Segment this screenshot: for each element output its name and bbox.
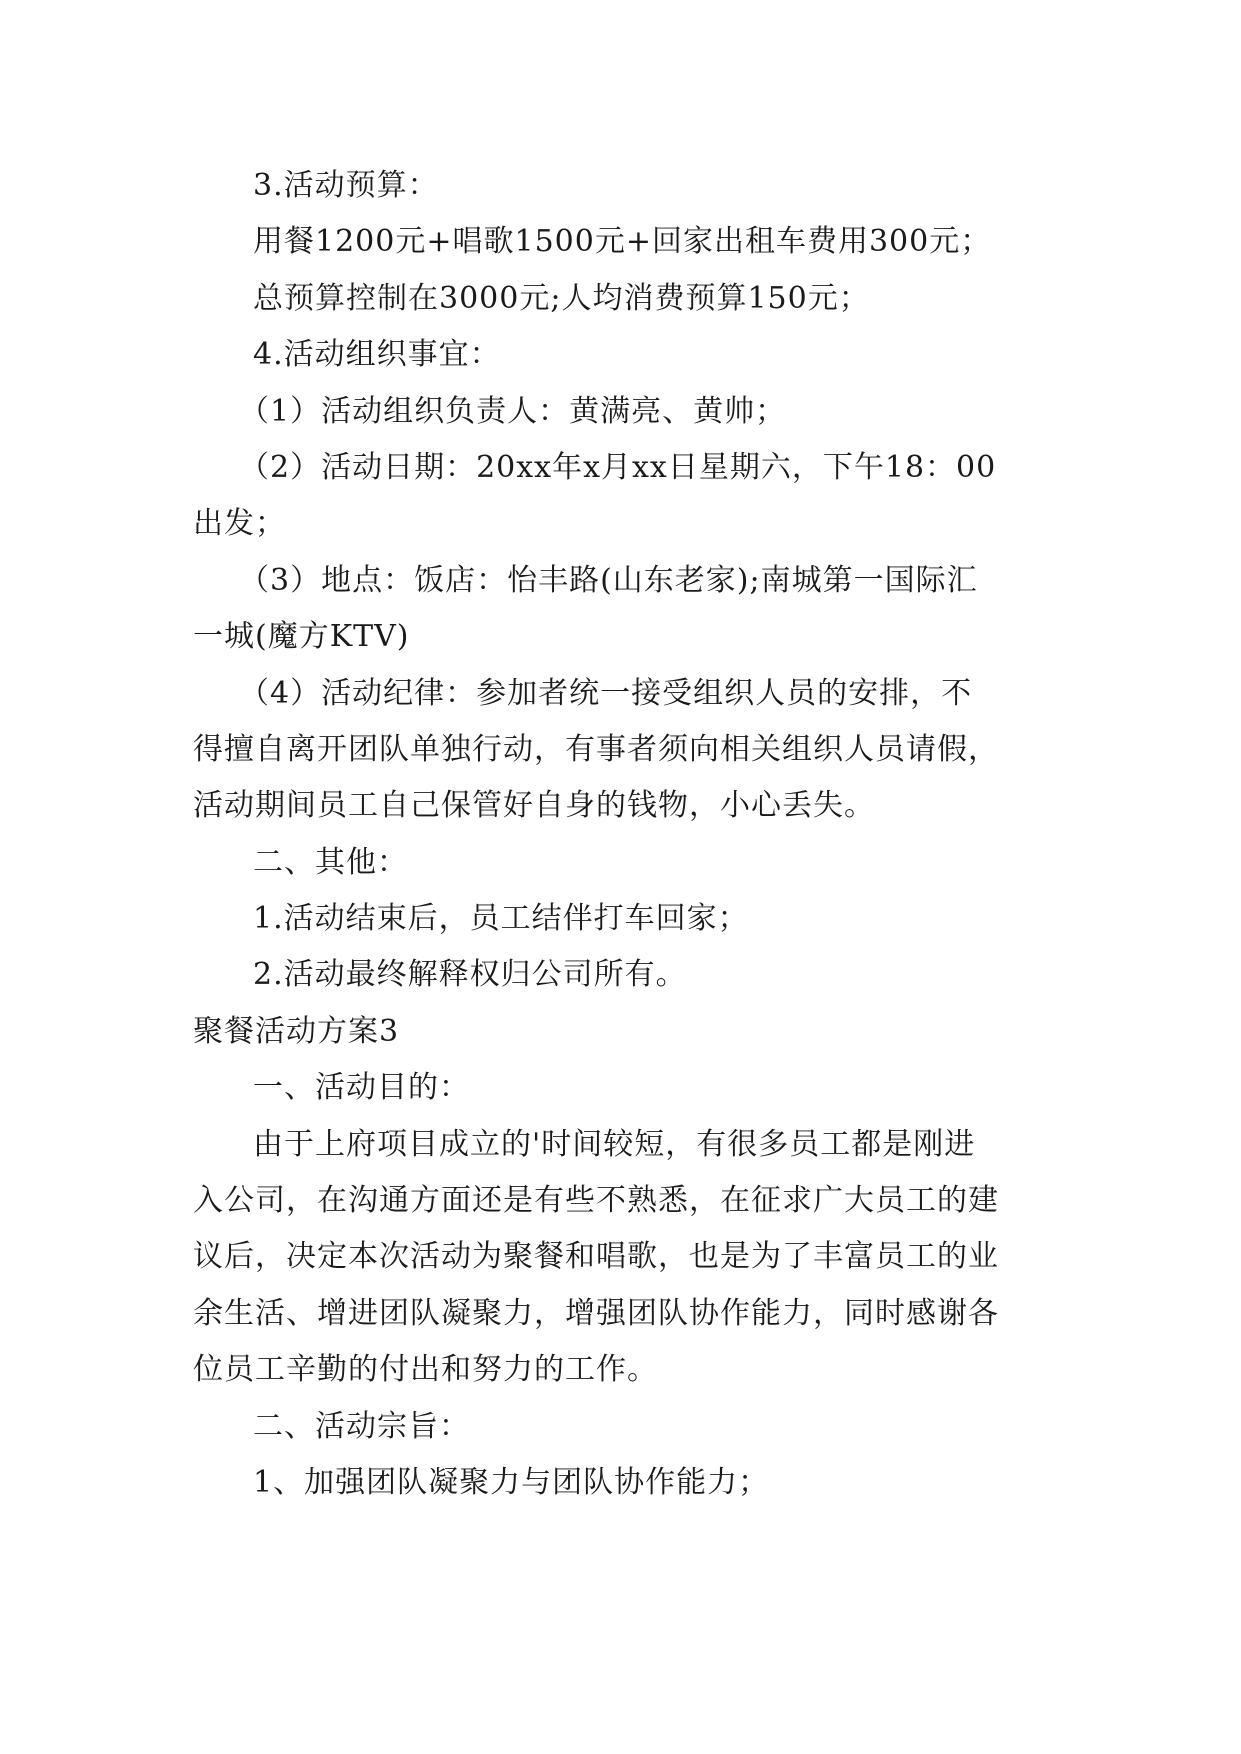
list-item: 1、加强团队凝聚力与团队协作能力； <box>253 1464 770 1500</box>
section-heading-other: 二、其他： <box>253 844 408 880</box>
section-heading-organization: 4.活动组织事宜： <box>253 337 501 373</box>
paragraph-line: 余生活、增进团队凝聚力，增强团队协作能力，同时感谢各 <box>193 1295 999 1331</box>
list-item-discipline: （4）活动纪律：参加者统一接受组织人员的安排，不 <box>239 675 973 711</box>
list-item-organizer: （1）活动组织负责人：黄满亮、黄帅； <box>239 393 787 429</box>
list-item-location: （3）地点：饭店：怡丰路(山东老家);南城第一国际汇 <box>239 562 978 598</box>
section-heading-budget: 3.活动预算： <box>253 168 439 203</box>
paragraph-line: 一城(魔方KTV) <box>193 619 410 655</box>
list-item: 1.活动结束后，员工结伴打车回家； <box>253 901 749 937</box>
paragraph-line: 出发； <box>193 506 286 542</box>
paragraph-line: 议后，决定本次活动为聚餐和唱歌，也是为了丰富员工的业 <box>193 1239 999 1275</box>
paragraph-line: 活动期间员工自己保管好自身的钱物，小心丢失。 <box>193 788 875 824</box>
paragraph-line: 总预算控制在3000元;人均消费预算150元； <box>253 280 870 316</box>
paragraph-line: 得擅自离开团队单独行动，有事者须向相关组织人员请假， <box>193 731 999 767</box>
list-item: 2.活动最终解释权归公司所有。 <box>253 957 687 993</box>
section-heading-tenet: 二、活动宗旨： <box>253 1408 470 1444</box>
paragraph-line: 入公司，在沟通方面还是有些不熟悉，在征求广大员工的建 <box>193 1183 999 1219</box>
paragraph-line: 用餐1200元+唱歌1500元+回家出租车费用300元； <box>253 224 992 260</box>
section-heading-purpose: 一、活动目的： <box>253 1070 470 1106</box>
paragraph-line: 位员工辛勤的付出和努力的工作。 <box>193 1352 658 1388</box>
document-title: 聚餐活动方案3 <box>193 1013 400 1049</box>
list-item-date: （2）活动日期：20xx年x月xx日星期六，下午18：00 <box>239 449 997 485</box>
paragraph-line: 由于上府项目成立的'时间较短，有很多员工都是刚进 <box>253 1126 976 1162</box>
document-body <box>193 158 1053 1511</box>
